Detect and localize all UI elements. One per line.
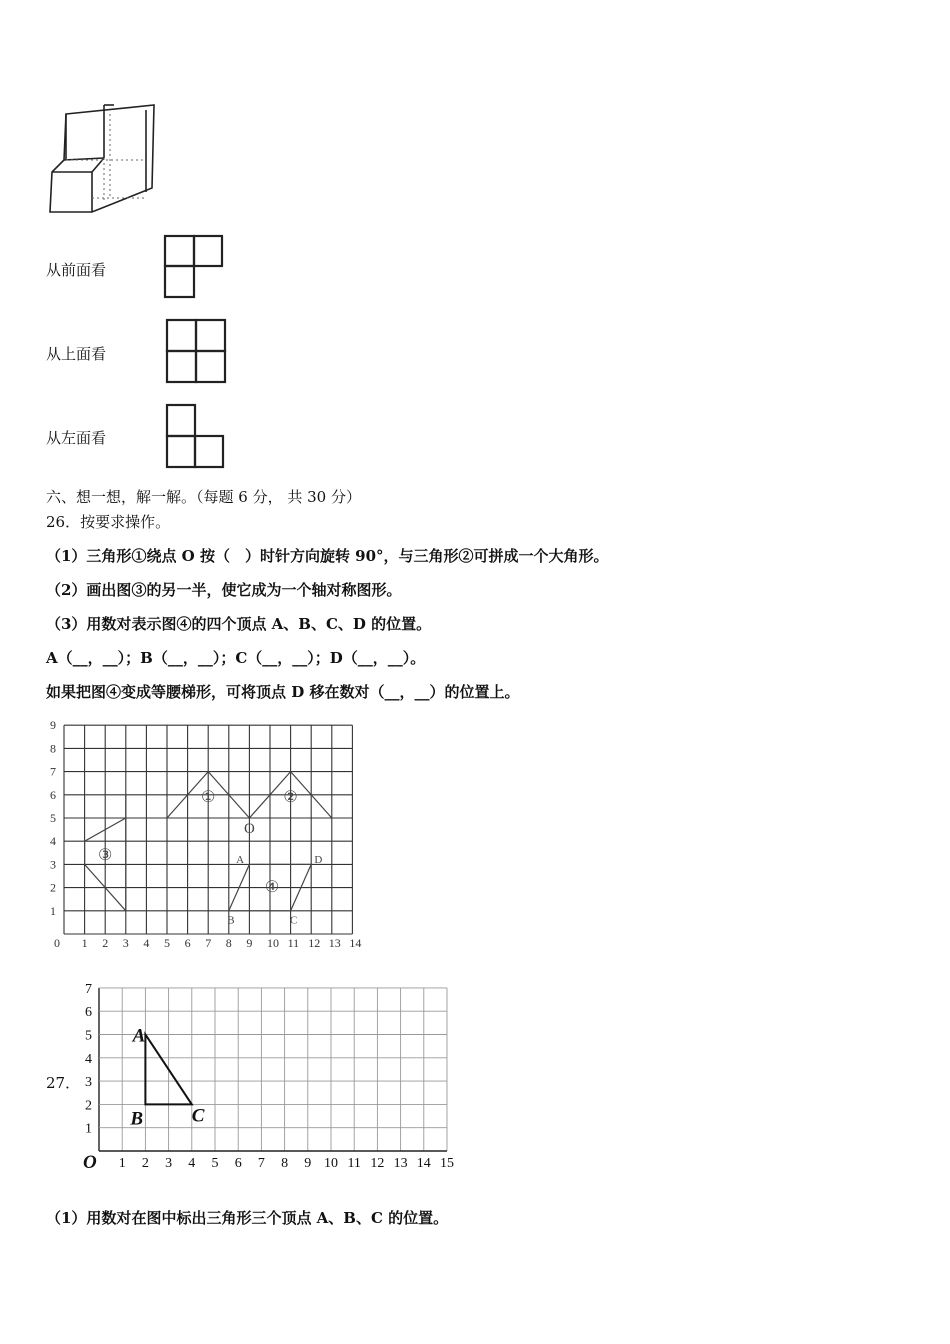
- front-view-label: 从前面看: [46, 261, 107, 279]
- x-tick-label: 11: [347, 1156, 361, 1171]
- x-tick-label: 10: [267, 936, 279, 950]
- x-tick-label: 12: [370, 1156, 385, 1171]
- x-tick-label: 3: [165, 1156, 173, 1171]
- label-fig-4: ④: [264, 879, 280, 897]
- x-tick-label: 4: [143, 936, 150, 950]
- origin-label: O: [83, 1152, 97, 1173]
- x-tick-label: 4: [188, 1156, 196, 1171]
- y-tick-label: 2: [85, 1098, 92, 1114]
- x-tick-label: 2: [102, 936, 109, 950]
- x-tick-label: 3: [122, 936, 129, 950]
- x-tick-label: 8: [281, 1156, 289, 1171]
- x-tick-label: 13: [393, 1156, 408, 1171]
- x-tick-label: 7: [257, 1156, 265, 1171]
- x-tick-label: 14: [416, 1156, 431, 1171]
- label-point-a: A: [236, 854, 245, 867]
- y-tick-label: 5: [50, 811, 56, 825]
- left-view-label: 从左面看: [46, 429, 107, 447]
- x-tick-label: 6: [234, 1156, 242, 1171]
- cube-solid-figure: [44, 100, 159, 220]
- front-view-figure: [162, 232, 226, 300]
- label-fig-2: ②: [283, 788, 298, 806]
- x-tick-label: 15: [440, 1156, 454, 1171]
- top-view-label: 从上面看: [46, 345, 107, 363]
- q26-answer-line: A（__，__）；B（__，__）；C（__，__）；D（__，__）。: [46, 649, 426, 667]
- q26-trapezoid-line: 如果把图④变成等腰梯形，可将顶点 D 移在数对（__，__）的位置上。: [46, 683, 520, 701]
- x-tick-label: 7: [205, 936, 212, 950]
- q26-number: 26．按要求操作。: [46, 513, 171, 531]
- x-tick-label: 14: [349, 936, 362, 950]
- left-view-figure: [164, 402, 228, 470]
- y-tick-label: 3: [85, 1075, 92, 1091]
- x-tick-label: 5: [164, 936, 170, 950]
- q27-number: 27．: [46, 1074, 81, 1092]
- y-tick-label: 2: [50, 880, 56, 895]
- coordinate-grid-26: [40, 712, 370, 957]
- x-tick-label: 10: [324, 1156, 338, 1171]
- label-point-d: D: [314, 854, 323, 867]
- x-tick-label: 2: [141, 1156, 149, 1171]
- y-tick-label: 3: [50, 857, 56, 872]
- y-tick-label: 4: [85, 1051, 92, 1067]
- label-point-b: B: [130, 1108, 144, 1130]
- y-tick-label: 5: [85, 1028, 92, 1044]
- x-tick-label: 13: [328, 936, 341, 950]
- y-tick-label: 4: [50, 834, 56, 849]
- y-tick-label: 7: [50, 764, 56, 779]
- x-tick-label: 6: [184, 936, 191, 950]
- label-fig-3: ③: [98, 846, 113, 864]
- q26-part2: （2）画出图③的另一半，使它成为一个轴对称图形。: [46, 581, 402, 599]
- top-view-figure: [164, 317, 228, 385]
- x-tick-label: 1: [118, 1156, 126, 1171]
- y-tick-label: 6: [85, 1005, 92, 1021]
- label-point-c: C: [191, 1105, 205, 1127]
- label-point-o: O: [243, 821, 255, 838]
- y-tick-label: 9: [50, 718, 56, 733]
- y-tick-label: 7: [85, 981, 92, 997]
- q26-part3: （3）用数对表示图④的四个顶点 A、B、C、D 的位置。: [46, 615, 432, 633]
- y-tick-label: 1: [85, 1121, 92, 1137]
- x-tick-label: 1: [81, 936, 88, 950]
- x-tick-label: 9: [246, 936, 253, 950]
- origin-label: 0: [54, 936, 60, 950]
- x-tick-label: 11: [287, 936, 300, 950]
- x-tick-label: 5: [211, 1156, 219, 1171]
- y-tick-label: 8: [50, 741, 56, 756]
- label-point-b: B: [227, 914, 235, 927]
- y-tick-label: 6: [50, 787, 56, 802]
- y-tick-label: 1: [50, 903, 56, 918]
- section-title: 六、想一想，解一解。（每题 6 分， 共 30 分）: [46, 488, 361, 506]
- label-point-c: C: [290, 914, 298, 927]
- x-tick-label: 12: [308, 936, 321, 950]
- label-point-a: A: [132, 1025, 146, 1047]
- x-tick-label: 8: [225, 936, 232, 950]
- coordinate-grid-27: [75, 978, 465, 1178]
- q27-part1: （1）用数对在图中标出三角形三个顶点 A、B、C 的位置。: [46, 1209, 449, 1227]
- label-fig-1: ①: [201, 788, 216, 806]
- q26-part1: （1）三角形①绕点 O 按（ ）时针方向旋转 90°，与三角形②可拼成一个大角形。: [46, 547, 609, 565]
- x-tick-label: 9: [304, 1156, 312, 1171]
